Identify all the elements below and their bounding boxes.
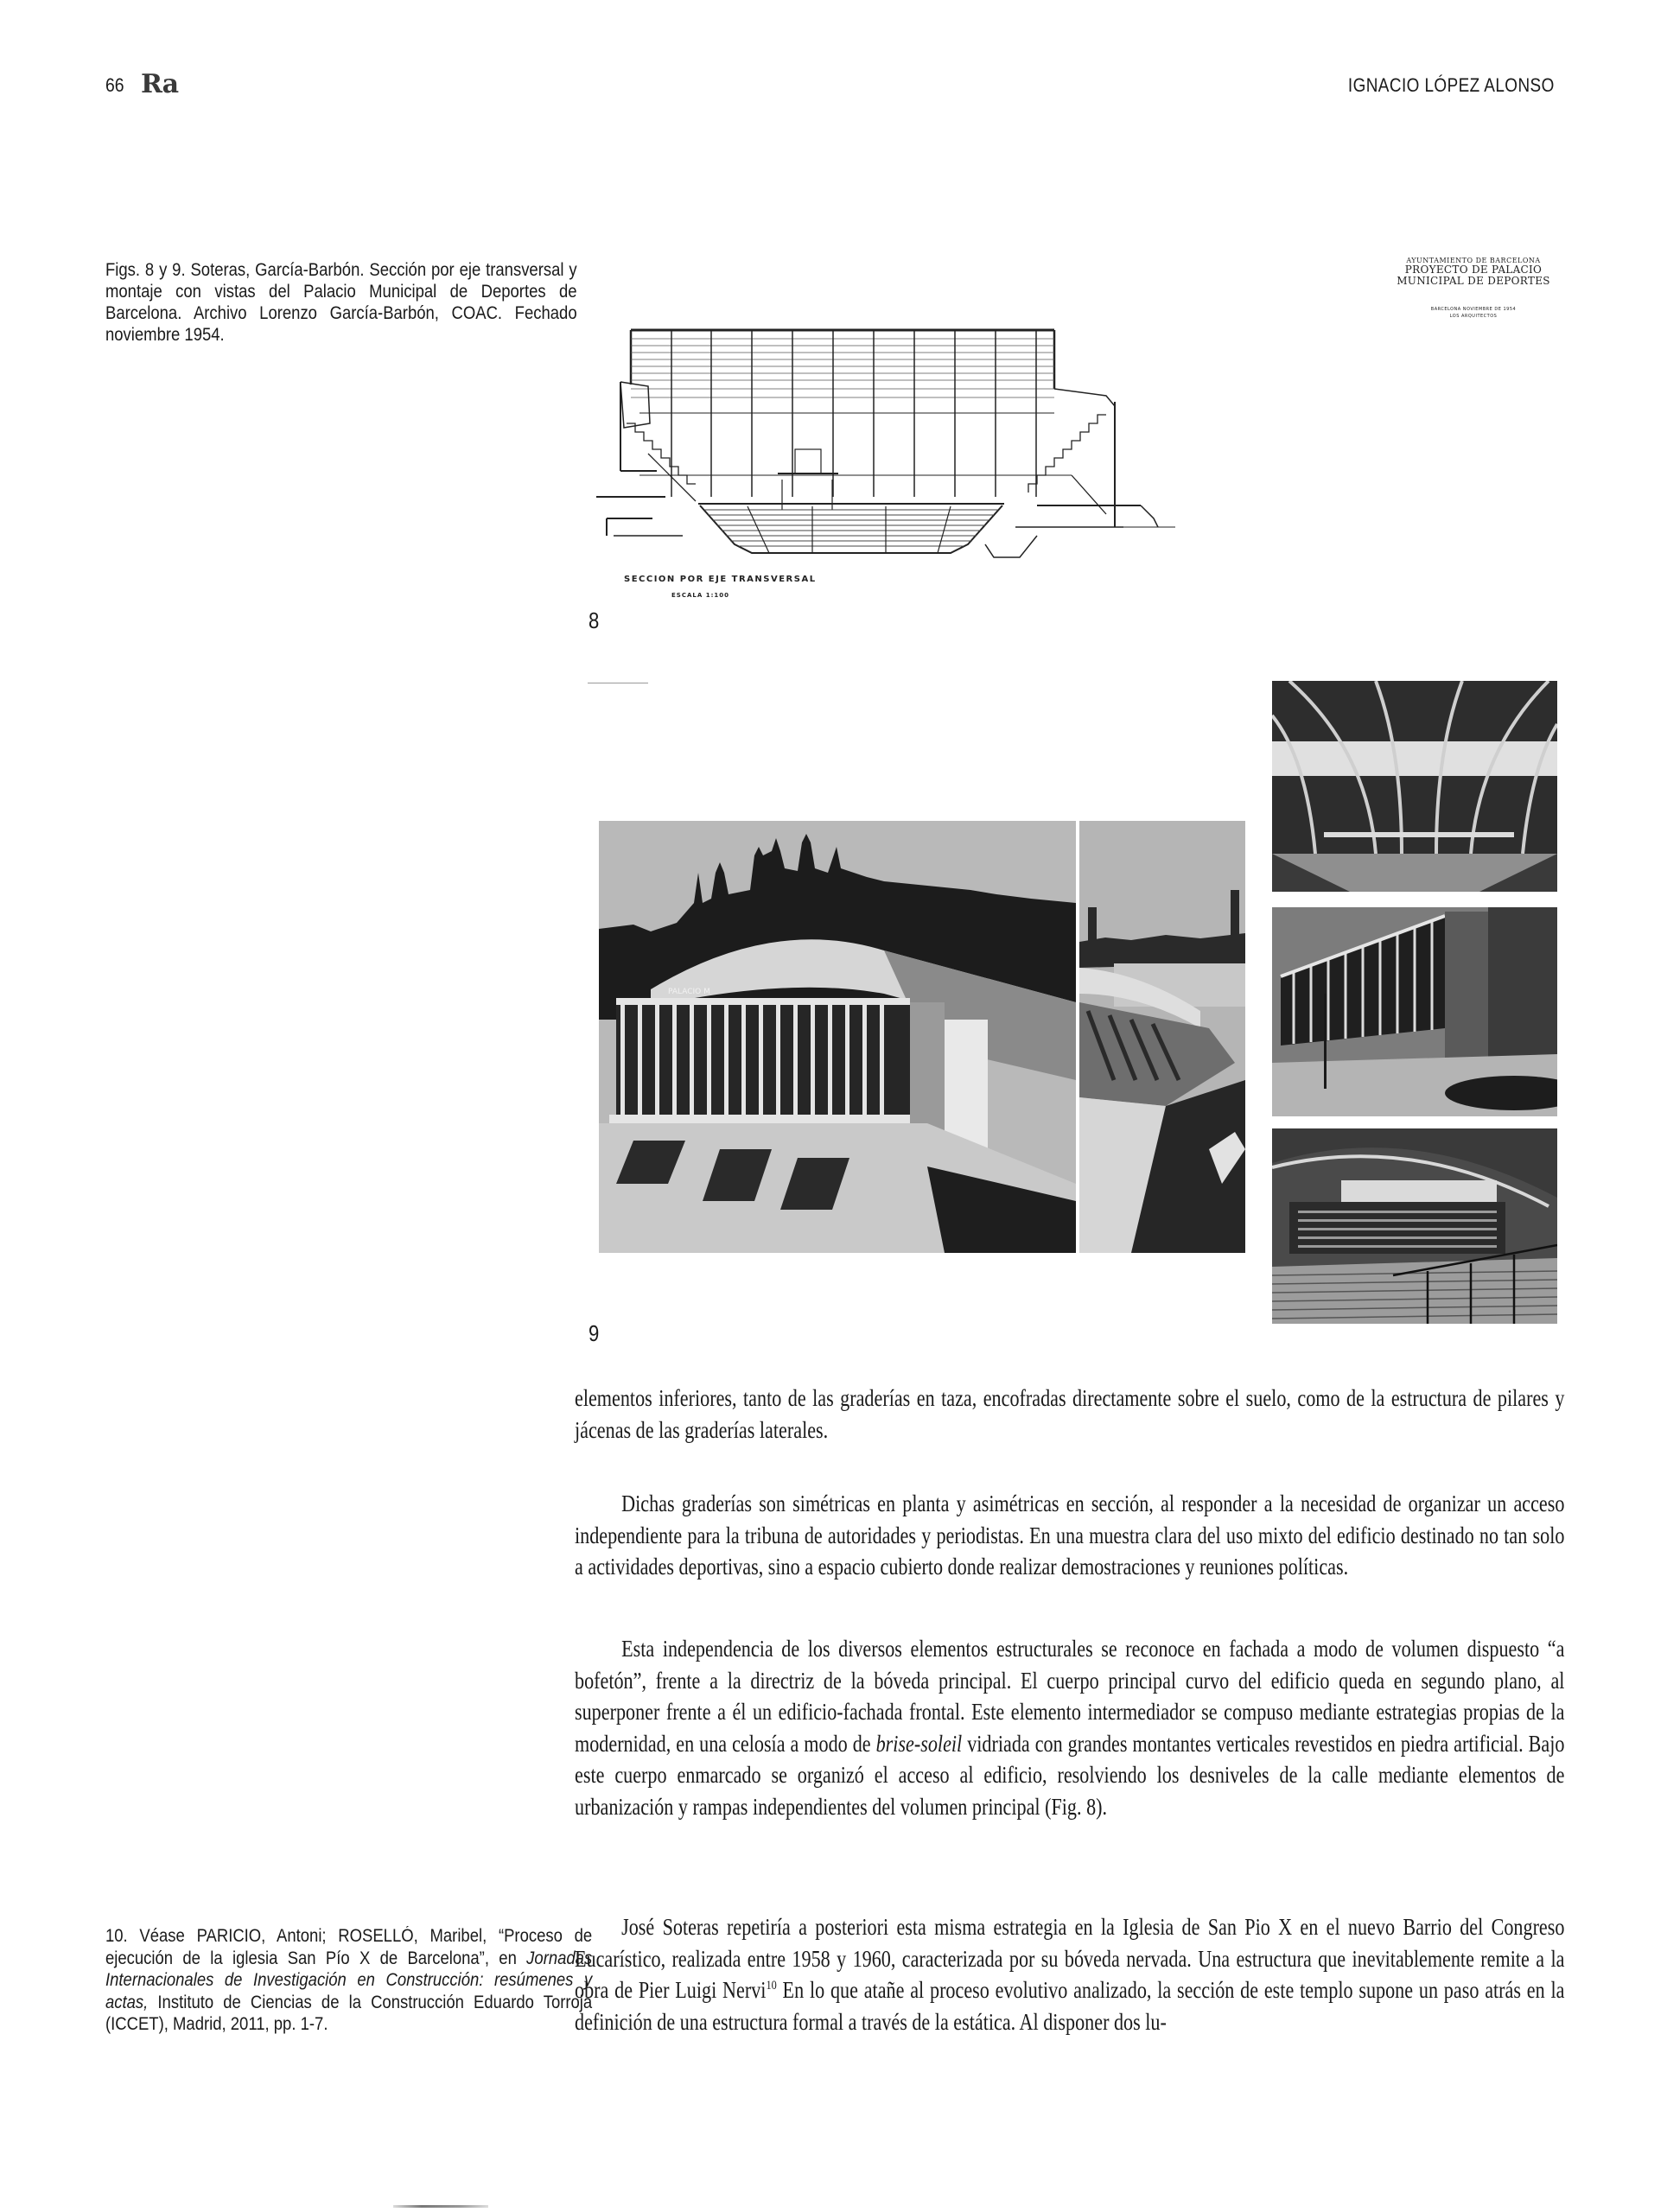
footnote-italic: Jornadas Internacionales de Investigación en Construcción: resúmenes y actas,: [105, 1948, 593, 2012]
page-number: 66: [105, 74, 124, 96]
text-run: En lo que atañe al proceso evolutivo analizado, la sección de este templo supone un paso atrás en la definición de una estructura formal a través de la estática. Al disponer dos lu-: [575, 1977, 1565, 2035]
title-block-line: LOS ARQUITECTOS: [1449, 314, 1498, 319]
title-block-line: BARCELONA NOVIEMBRE DE 1954: [1430, 307, 1517, 312]
text-run: Esta independencia de los diversos elementos estructurales se reconoce en fachada a modo de volumen dispuesto “a bofetón”, frente a la directriz de la bóveda principal. El cuerpo principal curvo del edificio queda en segundo plano, al superponer frente a él un edificio-fachada frontal. Este elemento intermediador se compuso mediante estrategias propias de la modernidad, en una celosía a modo de: [575, 1636, 1565, 1757]
paragraph-text: Dichas graderías son simétricas en planta y asimétricas en sección, al responder a la necesidad de organizar un acceso independiente para la tribuna de autoridades y periodistas. En una muestra clara del uso mixto del edificio destinado no tan solo a actividades deportivas, sino a espacio cubierto donde realizar demostraciones y reuniones políticas.: [575, 1491, 1565, 1580]
figure-number-8: 8: [589, 607, 600, 633]
journal-logo: Ra: [141, 69, 179, 99]
photo-interior-vault: [1272, 681, 1557, 892]
figure-caption: Figs. 8 y 9. Soteras, García-Barbón. Sección por eje transversal y montaje con vistas del Palacio Municipal de Deportes de Barcelona. Archivo Lorenzo García-Barbón, COAC. Fechado noviembre 1954.: [105, 260, 577, 345]
paragraph-text: elementos inferiores, tanto de las graderías en taza, encofradas directamente sobre el suelo, como de la estructura de pilares y jácenas de las graderías laterales.: [575, 1385, 1565, 1443]
body-paragraph: [575, 1911, 1564, 2037]
photo-grandstand: [1272, 1128, 1557, 1324]
building-sign-text: PALACIO M: [668, 988, 710, 996]
drawing-scale: ESCALA 1:100: [671, 592, 729, 599]
text-run: vidriada con grandes montantes verticales revestidos en piedra artificial. Bajo este cuerpo enmarcado se organizó el acceso al edificio, resolviendo los desniveles de la calle mediante elementos de urbanización y rampas independientes del volumen principal (Fig. 8).: [575, 1730, 1565, 1820]
title-block-line: PROYECTO DE PALACIO: [1404, 264, 1543, 276]
photo-exterior-strip: [1079, 821, 1245, 1253]
running-head-author: IGNACIO LÓPEZ ALONSO: [1348, 74, 1555, 96]
footnote-10: [105, 1925, 592, 2036]
footnote-ref[interactable]: 10: [766, 1979, 777, 1993]
photo-facade: [1272, 907, 1557, 1116]
title-block-line: MUNICIPAL DE DEPORTES: [1397, 275, 1550, 287]
drawing-label: SECCION POR EJE TRANSVERSAL: [624, 575, 817, 584]
scan-artifact-mark: [393, 2205, 488, 2208]
text-run: José Soteras repetiría a posteriori esta misma estrategia en la Iglesia de San Pio X en el nuevo Barrio del Congreso Eucarístico, realizada entre 1958 y 1960, caracterizada por su bóveda nervada. Una estructura que inevitablemente remite a la obra de Pier Luigi Nervi: [575, 1914, 1565, 2003]
photo-exterior-main: [599, 821, 1076, 1253]
body-paragraph: [575, 1488, 1564, 1583]
drawing-title-block: [1383, 257, 1564, 320]
footnote-text: Instituto de Ciencias de la Construcción Eduardo Torroja (ICCET), Madrid, 2011, pp. 1-7.: [105, 1992, 593, 2034]
figure-number-9: 9: [589, 1320, 600, 1346]
title-block-line: AYUNTAMIENTO DE BARCELONA: [1406, 257, 1541, 264]
body-paragraph: [575, 1382, 1564, 1446]
paragraph-text: [575, 1633, 1564, 1822]
italic-term: brise-soleil: [875, 1730, 963, 1757]
footnote-text: 10. Véase PARICIO, Antoni; ROSELLÓ, Maribel, “Proceso de ejecución de la iglesia San Pío X de Barcelona”, en: [105, 1926, 593, 1968]
paragraph-text: [575, 1911, 1564, 2037]
body-paragraph: [575, 1633, 1564, 1822]
